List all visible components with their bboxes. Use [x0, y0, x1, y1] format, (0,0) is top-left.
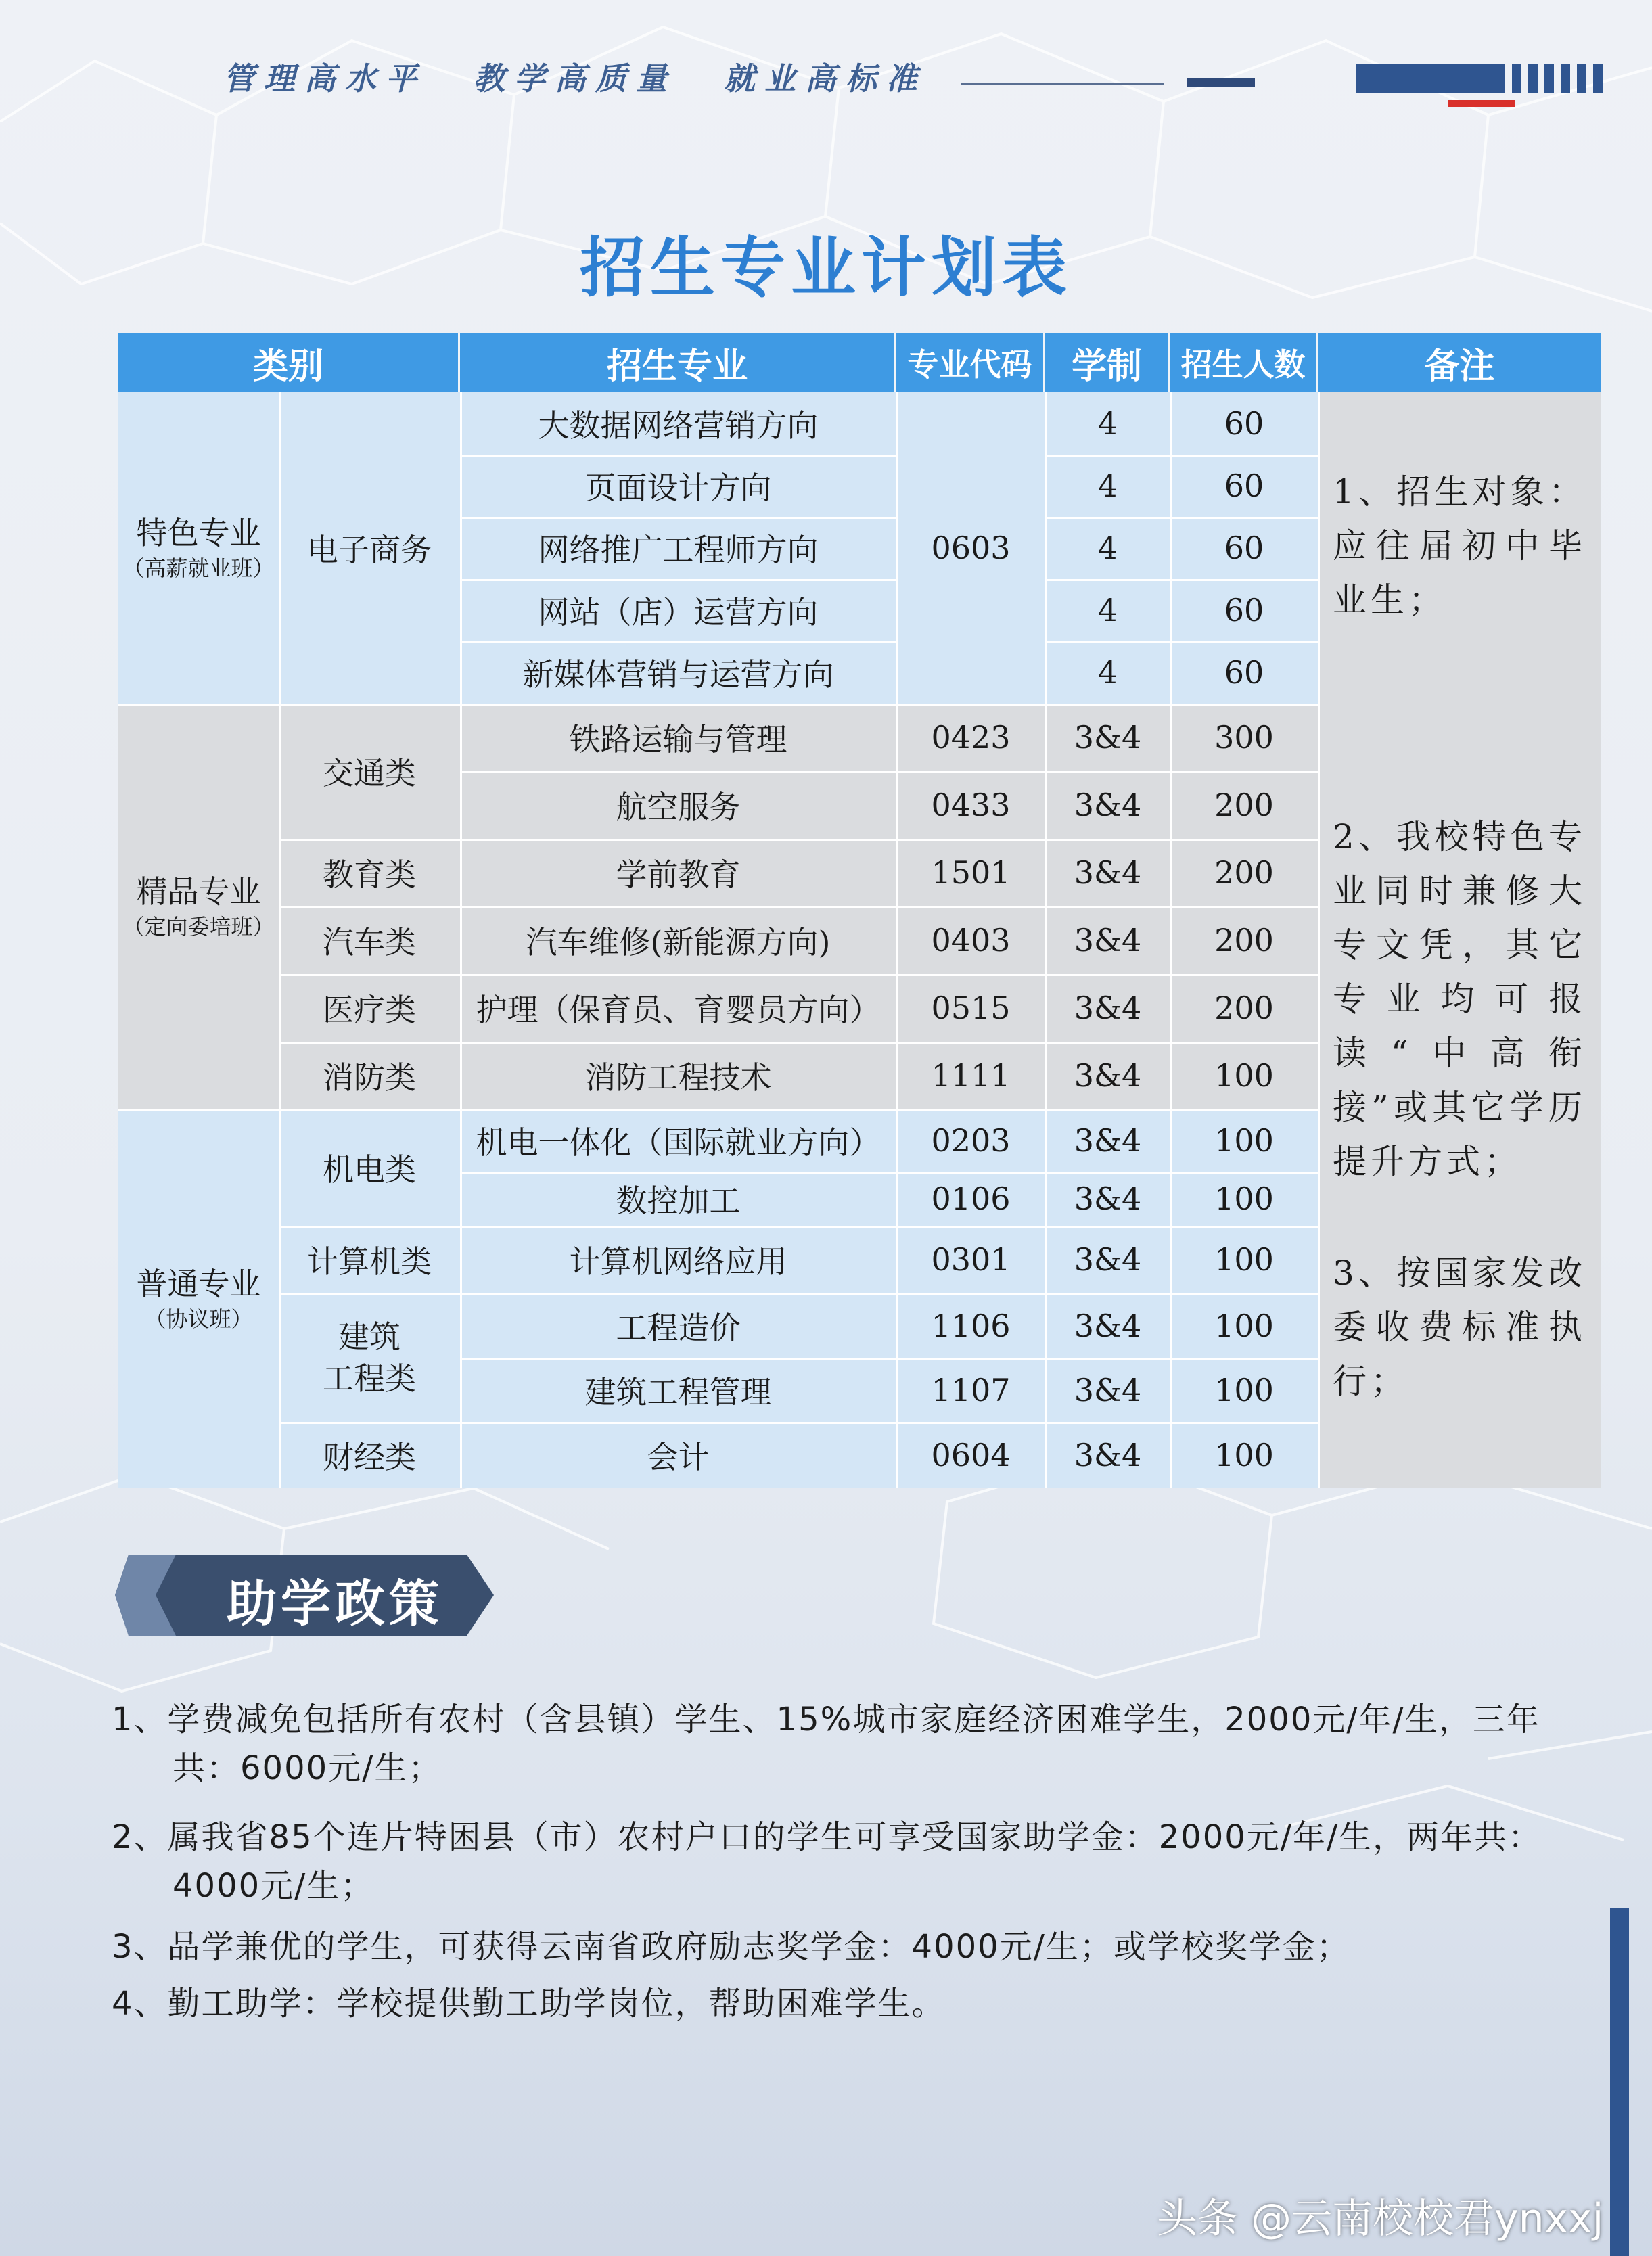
row-count: 200 — [1214, 787, 1274, 823]
policy-heading: 助学政策 — [227, 1575, 443, 1633]
row-count: 60 — [1224, 530, 1264, 566]
header-stripes — [1512, 64, 1607, 93]
slogan-2: 教学高质量 — [474, 60, 676, 97]
row-major: 铁路运输与管理 — [569, 721, 787, 758]
col-header-notes: 备注 — [1318, 333, 1601, 392]
side-accent-bar — [1610, 1908, 1629, 2256]
row-major: 新媒体营销与运营方向 — [522, 656, 834, 693]
row-code: 0433 — [931, 787, 1011, 823]
row-count: 60 — [1224, 654, 1264, 691]
row-code: 1501 — [931, 854, 1011, 891]
row-count: 100 — [1214, 1241, 1274, 1278]
row-count: 60 — [1224, 467, 1264, 504]
row-count: 200 — [1214, 990, 1274, 1026]
row-years: 3&4 — [1074, 990, 1142, 1026]
row-major: 汽车维修(新能源方向) — [526, 924, 831, 961]
category-name: 特色专业 — [136, 515, 261, 552]
row-code: 0301 — [931, 1241, 1011, 1278]
row-count: 100 — [1214, 1180, 1274, 1217]
category-sub: （定向委培班） — [122, 914, 275, 940]
policy-item-3: 3、品学兼优的学生，可获得云南省政府励志奖学金：4000元/生；或学校奖学金； — [112, 1928, 1350, 1966]
row-count: 200 — [1214, 922, 1274, 959]
header-bar — [1356, 64, 1505, 93]
header-red-accent — [1448, 100, 1515, 107]
policy-item-1-cont: 共：6000元/生； — [173, 1749, 442, 1787]
enrollment-table — [118, 333, 1601, 1488]
row-count: 300 — [1214, 719, 1274, 756]
row-years: 3&4 — [1074, 1437, 1142, 1473]
subcategory-ecommerce: 电子商务 — [307, 532, 432, 568]
row-code: 0423 — [931, 719, 1011, 756]
row-years: 4 — [1097, 592, 1118, 628]
note-2: 2、我校特色专业同时兼修大专文凭，其它专业均可报读“中高衔接”或其它学历提升方式； — [1333, 817, 1586, 1181]
subcategory-fire: 消防类 — [323, 1059, 416, 1096]
row-major: 护理（保育员、育婴员方向） — [476, 992, 881, 1028]
row-code: 0106 — [931, 1180, 1011, 1217]
subcategory-construction: 建筑 工程类 — [323, 1318, 416, 1397]
row-code: 1107 — [931, 1371, 1011, 1408]
row-major: 工程造价 — [616, 1309, 741, 1346]
row-years: 4 — [1097, 654, 1118, 691]
policy-item-2-cont: 4000元/生； — [173, 1867, 375, 1905]
slogan-3: 就业高标准 — [724, 60, 927, 97]
row-major: 会计 — [647, 1439, 710, 1475]
row-count: 100 — [1214, 1122, 1274, 1159]
row-years: 4 — [1097, 467, 1118, 504]
subcategory-medical: 医疗类 — [323, 992, 416, 1028]
row-count: 60 — [1224, 592, 1264, 628]
policy-item-2: 2、属我省85个连片特困县（市）农村户口的学生可享受国家助学金：2000元/年/生，两年共： — [112, 1818, 1542, 1856]
row-count: 100 — [1214, 1437, 1274, 1473]
slogan-1: 管理高水平 — [223, 60, 426, 97]
note-1: 1、招生对象：应往届初中毕业生； — [1333, 472, 1586, 620]
row-major: 计算机网络应用 — [569, 1243, 787, 1280]
col-header-count: 招生人数 — [1170, 333, 1318, 392]
row-code: 1111 — [931, 1057, 1011, 1094]
watermark: 头条 @云南校校君ynxxj — [1157, 2195, 1604, 2242]
category-quality — [118, 704, 279, 1109]
row-code: 1106 — [931, 1307, 1011, 1344]
row-major: 消防工程技术 — [584, 1059, 772, 1096]
subcategory-education: 教育类 — [323, 856, 416, 893]
row-years: 3&4 — [1074, 922, 1142, 959]
row-major: 大数据网络营销方向 — [538, 407, 819, 444]
category-sub: （协议班） — [144, 1306, 253, 1333]
subcategory-finance: 财经类 — [323, 1439, 416, 1475]
row-major: 学前教育 — [616, 856, 741, 893]
header-rule — [961, 83, 1164, 85]
page-title: 招生专业计划表 — [580, 230, 1072, 306]
col-header-category: 类别 — [118, 333, 460, 392]
row-count: 60 — [1224, 405, 1264, 442]
policy-item-1: 1、学费减免包括所有农村（含县镇）学生、15%城市家庭经济困难学生，2000元/年/生，三年 — [112, 1701, 1540, 1739]
category-name: 精品专业 — [136, 873, 261, 911]
header-slogan — [223, 54, 974, 99]
col-header-major: 招生专业 — [460, 333, 896, 392]
row-years: 3&4 — [1074, 854, 1142, 891]
subcategory-computer: 计算机类 — [307, 1243, 432, 1280]
row-code: 0403 — [931, 922, 1011, 959]
category-sub: （高薪就业班） — [122, 555, 275, 582]
policy-item-4: 4、勤工助学：学校提供勤工助学岗位，帮助困难学生。 — [112, 1985, 946, 2023]
row-major: 航空服务 — [616, 789, 741, 825]
row-count: 200 — [1214, 854, 1274, 891]
subcategory-transport: 交通类 — [323, 755, 416, 791]
category-featured — [118, 392, 279, 704]
row-years: 3&4 — [1074, 1122, 1142, 1159]
row-years: 3&4 — [1074, 1057, 1142, 1094]
row-major: 网站（店）运营方向 — [538, 594, 819, 630]
row-code: 0515 — [931, 990, 1011, 1026]
row-major: 数控加工 — [616, 1182, 741, 1219]
row-years: 4 — [1097, 530, 1118, 566]
row-years: 3&4 — [1074, 719, 1142, 756]
row-years: 4 — [1097, 405, 1118, 442]
row-years: 3&4 — [1074, 1371, 1142, 1408]
row-code: 0203 — [931, 1122, 1011, 1159]
category-name: 普通专业 — [136, 1266, 261, 1303]
subcategory-auto: 汽车类 — [323, 924, 416, 961]
row-code: 0604 — [931, 1437, 1011, 1473]
header-rule-accent — [1187, 78, 1255, 87]
code-ecommerce: 0603 — [931, 530, 1011, 566]
row-years: 3&4 — [1074, 1307, 1142, 1344]
row-years: 3&4 — [1074, 1241, 1142, 1278]
row-count: 100 — [1214, 1307, 1274, 1344]
row-major: 建筑工程管理 — [584, 1373, 772, 1410]
row-major: 机电一体化（国际就业方向） — [476, 1124, 881, 1161]
row-years: 3&4 — [1074, 787, 1142, 823]
note-3: 3、按国家发改委收费标准执行； — [1333, 1253, 1586, 1401]
col-header-years: 学制 — [1045, 333, 1170, 392]
subcategory-mechatronics: 机电类 — [323, 1151, 416, 1188]
row-major: 网络推广工程师方向 — [538, 532, 819, 568]
row-count: 100 — [1214, 1371, 1274, 1408]
row-major: 页面设计方向 — [584, 469, 772, 506]
row-years: 3&4 — [1074, 1180, 1142, 1217]
category-general — [118, 1109, 279, 1488]
col-header-code: 专业代码 — [896, 333, 1045, 392]
row-count: 100 — [1214, 1057, 1274, 1094]
